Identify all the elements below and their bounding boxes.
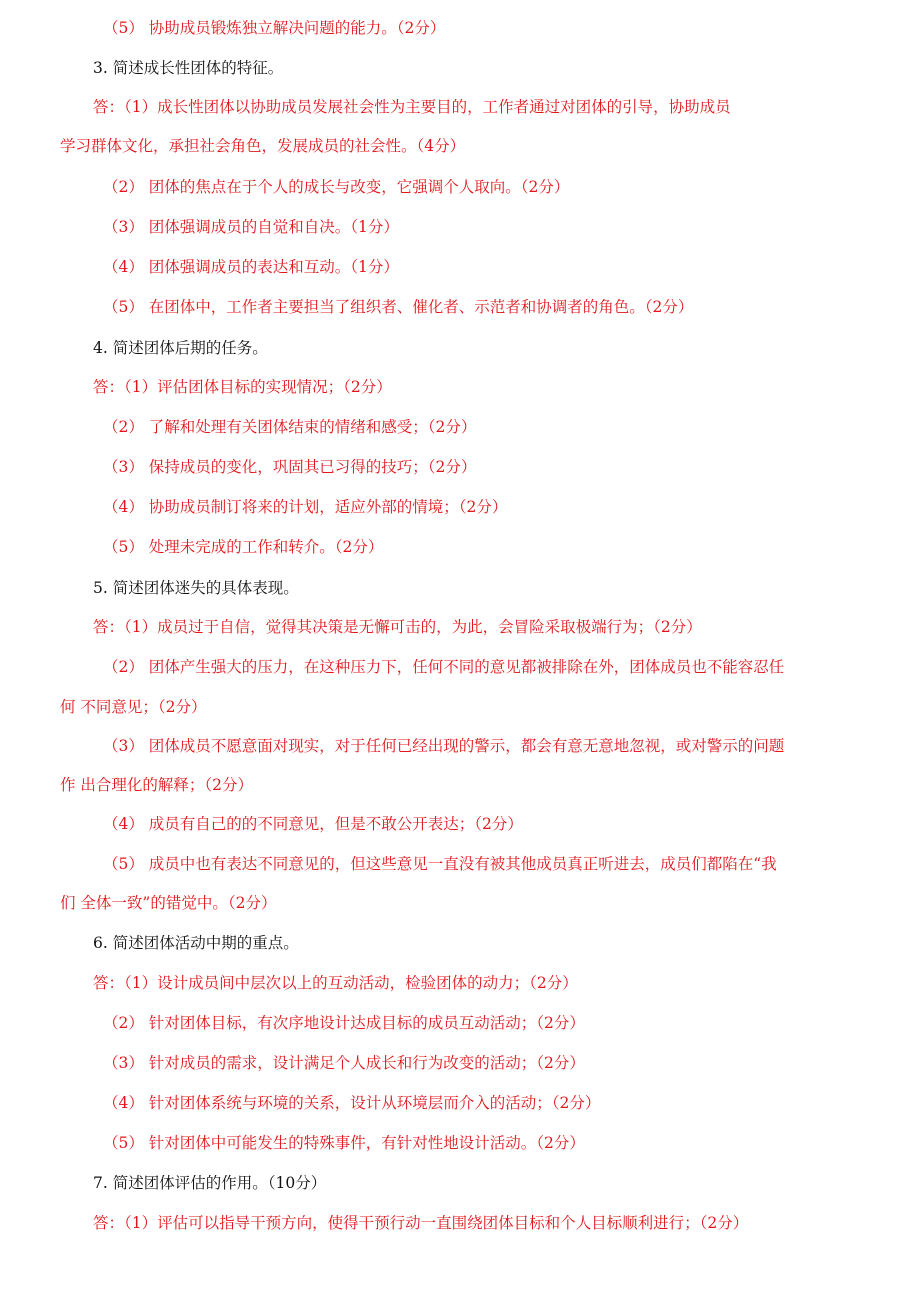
- answer-line: （3） 团体强调成员的自觉和自决。（1分）: [103, 218, 399, 236]
- answer-line: 答：（1）设计成员间中层次以上的互动活动，检验团体的动力；（2分）: [93, 974, 578, 992]
- answer-line: （2） 团体的焦点在于个人的成长与改变，它强调个人取向。（2分）: [103, 178, 570, 196]
- answer-line: （5） 针对团体中可能发生的特殊事件，有针对性地设计活动。（2分）: [103, 1134, 585, 1152]
- answer-line: （5） 处理未完成的工作和转介。（2分）: [103, 538, 384, 556]
- answer-line: 何 不同意见；（2分）: [60, 698, 207, 716]
- answer-line: （2） 团体产生强大的压力，在这种压力下，任何不同的意见都被排除在外，团体成员也不能容忍任: [103, 658, 785, 676]
- question-heading: 7. 简述团体评估的作用。（10分）: [93, 1174, 327, 1192]
- answer-line: （4） 成员有自己的的不同意见，但是不敢公开表达；（2分）: [103, 815, 523, 833]
- answer-line: （4） 针对团体系统与环境的关系，设计从环境层而介入的活动；（2分）: [103, 1094, 601, 1112]
- answer-line: （3） 团体成员不愿意面对现实，对于任何已经出现的警示，都会有意无意地忽视，或对警示的问题: [103, 737, 785, 755]
- answer-line: 答：（1）成员过于自信，觉得其决策是无懈可击的，为此，会冒险采取极端行为；（2分）: [93, 618, 702, 636]
- answer-line: 答：（1）评估团体目标的实现情况；（2分）: [93, 378, 392, 396]
- answer-line: 们 全体一致”的错觉中。（2分）: [60, 894, 277, 912]
- answer-line: （4） 团体强调成员的表达和互动。（1分）: [103, 258, 399, 276]
- answer-line: 学习群体文化，承担社会角色，发展成员的社会性。（4分）: [60, 137, 466, 155]
- answer-line: （2） 了解和处理有关团体结束的情绪和感受；（2分）: [103, 418, 477, 436]
- answer-line: （5） 协助成员锻炼独立解决问题的能力。（2分）: [103, 19, 446, 37]
- answer-line: （5） 在团体中，工作者主要担当了组织者、催化者、示范者和协调者的角色。（2分）: [103, 298, 694, 316]
- answer-line: 答：（1）成长性团体以协助成员发展社会性为主要目的，工作者通过对团体的引导，协助成员: [93, 98, 731, 116]
- question-heading: 6. 简述团体活动中期的重点。: [93, 934, 299, 952]
- answer-line: （3） 针对成员的需求，设计满足个人成长和行为改变的活动；（2分）: [103, 1054, 585, 1072]
- answer-line: （5） 成员中也有表达不同意见的，但这些意见一直没有被其他成员真正听进去，成员们都陷在“我: [103, 855, 777, 873]
- answer-line: 作 出合理化的解释；（2分）: [60, 776, 254, 794]
- answer-line: 答：（1）评估可以指导干预方向，使得干预行动一直围绕团体目标和个人目标顺利进行；（2分）: [93, 1214, 749, 1232]
- answer-line: （4） 协助成员制订将来的计划，适应外部的情境；（2分）: [103, 498, 508, 516]
- question-heading: 4. 简述团体后期的任务。: [93, 339, 268, 357]
- question-heading: 5. 简述团体迷失的具体表现。: [93, 579, 299, 597]
- question-heading: 3. 简述成长性团体的特征。: [93, 59, 284, 77]
- answer-line: （2） 针对团体目标，有次序地设计达成目标的成员互动活动；（2分）: [103, 1014, 585, 1032]
- answer-line: （3） 保持成员的变化，巩固其已习得的技巧；（2分）: [103, 458, 477, 476]
